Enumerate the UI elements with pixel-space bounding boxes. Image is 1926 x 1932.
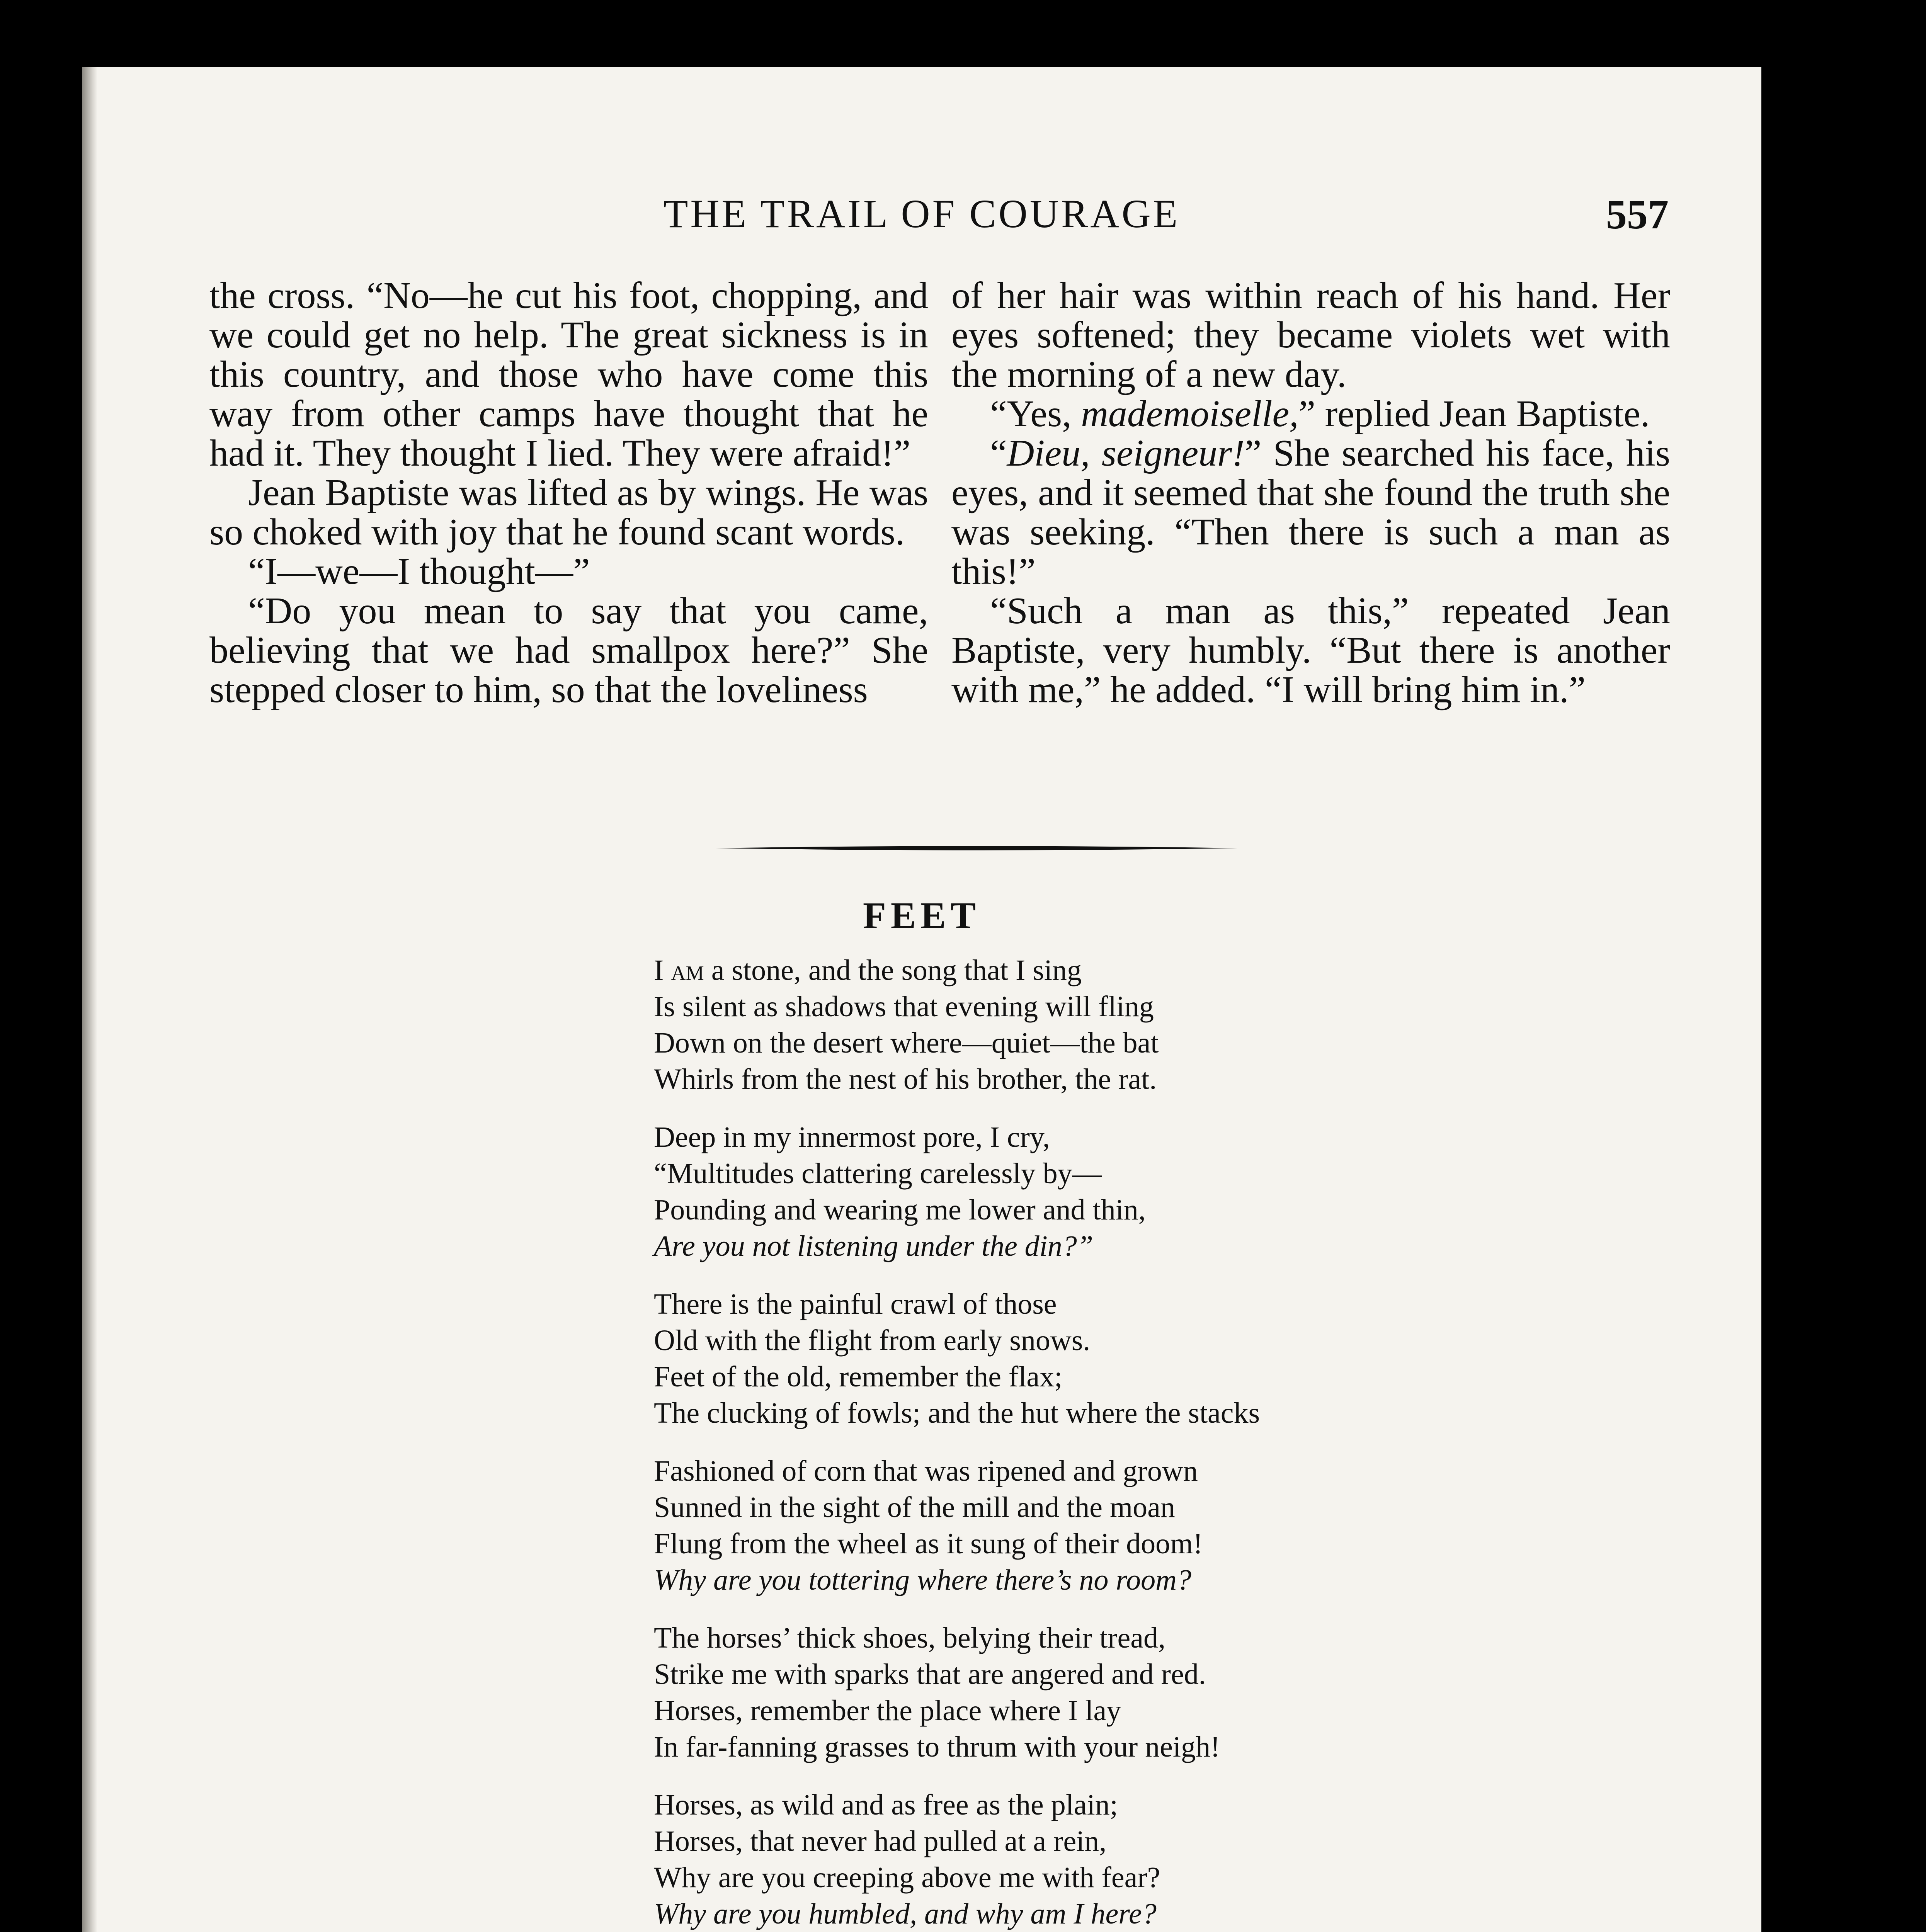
poem-line bbox=[654, 1228, 1659, 1264]
text-segment: Feet of the old, remember the flax; bbox=[654, 1361, 1063, 1393]
text-segment: “I—we—I thought—” bbox=[248, 551, 590, 592]
poem-line bbox=[654, 1859, 1659, 1896]
text-segment: mademoiselle, bbox=[1081, 393, 1299, 435]
poem-line bbox=[654, 1823, 1659, 1859]
text-segment: Whirls from the nest of his brother, the rat. bbox=[654, 1063, 1157, 1095]
poem-stanza bbox=[654, 952, 1659, 1097]
page-gutter-shadow bbox=[82, 67, 97, 1932]
text-segment: I bbox=[654, 954, 671, 986]
text-segment: “Multitudes clattering carelessly by— bbox=[654, 1157, 1102, 1190]
story-paragraph bbox=[951, 394, 1670, 434]
book-page bbox=[82, 67, 1761, 1932]
text-segment: ” replied Jean Baptiste. bbox=[1298, 393, 1650, 435]
story-paragraph bbox=[209, 473, 928, 552]
text-segment: Dieu, seigneur! bbox=[1007, 432, 1245, 474]
text-segment: a stone, and the song that I sing bbox=[704, 954, 1082, 986]
poem-title: FEET bbox=[863, 895, 980, 937]
page-number: 557 bbox=[1606, 192, 1669, 238]
poem-line bbox=[654, 1562, 1659, 1598]
poem-line bbox=[654, 1025, 1659, 1061]
story-paragraph bbox=[951, 591, 1670, 709]
poem-stanza bbox=[654, 1119, 1659, 1264]
section-divider-rule bbox=[716, 845, 1237, 852]
text-segment: the cross. “No—he cut his foot, chopping, and we could get no help. The great sickness is in this country, and those who have come this way from other camps have thought that he had it. They thought I lied. They were afraid!” bbox=[209, 275, 928, 474]
text-segment: am bbox=[671, 954, 704, 986]
text-segment: Horses, that never had pulled at a rein, bbox=[654, 1825, 1107, 1857]
text-segment: “Do you mean to say that you came, believing that we had smallpox here?” She stepped closer to him, so that the loveliness bbox=[209, 590, 928, 711]
poem-line bbox=[654, 1395, 1659, 1431]
text-segment: Flung from the wheel as it sung of their doom! bbox=[654, 1527, 1203, 1560]
story-paragraph bbox=[951, 276, 1670, 394]
running-title: THE TRAIL OF COURAGE bbox=[663, 192, 1180, 236]
poem-line bbox=[654, 1620, 1659, 1656]
text-segment: Why are you creeping above me with fear? bbox=[654, 1861, 1160, 1894]
running-head bbox=[82, 191, 1761, 253]
poem-line bbox=[654, 1896, 1659, 1932]
text-segment: Are you not listening under the din?” bbox=[654, 1230, 1094, 1262]
poem-line bbox=[654, 1359, 1659, 1395]
poem-line bbox=[654, 1526, 1659, 1562]
story-paragraph bbox=[209, 276, 928, 473]
poem-stanza bbox=[654, 1787, 1659, 1932]
poem-body bbox=[654, 952, 1659, 1932]
text-segment: Why are you humbled, and why am I here? bbox=[654, 1898, 1157, 1930]
story-right-column bbox=[951, 276, 1670, 709]
poem-line bbox=[654, 1119, 1659, 1155]
poem-line bbox=[654, 1061, 1659, 1097]
text-segment: Horses, remember the place where I lay bbox=[654, 1694, 1121, 1727]
poem-line bbox=[654, 952, 1659, 988]
poem-line bbox=[654, 1286, 1659, 1322]
poem-line bbox=[654, 1192, 1659, 1228]
poem-line bbox=[654, 1729, 1659, 1765]
story-paragraph bbox=[951, 434, 1670, 591]
text-segment: Pounding and wearing me lower and thin, bbox=[654, 1194, 1146, 1226]
text-segment: Is silent as shadows that evening will fling bbox=[654, 990, 1154, 1023]
story-paragraph bbox=[209, 591, 928, 709]
text-segment: Fashioned of corn that was ripened and grown bbox=[654, 1455, 1198, 1487]
text-segment: Jean Baptiste was lifted as by wings. He was so choked with joy that he found scant words. bbox=[209, 472, 928, 553]
text-segment: Sunned in the sight of the mill and the moan bbox=[654, 1491, 1175, 1524]
text-segment: Strike me with sparks that are angered and red. bbox=[654, 1658, 1206, 1690]
poem-line bbox=[654, 1155, 1659, 1192]
text-segment: of her hair was within reach of his hand. Her eyes softened; they became violets wet with the morning of a new day. bbox=[951, 275, 1670, 395]
text-segment: In far-fanning grasses to thrum with your neigh! bbox=[654, 1731, 1220, 1763]
text-segment: ” She searched his face, his eyes, and it seemed that she found the truth she was seeking. “Then there is such a man as this!” bbox=[951, 432, 1670, 592]
poem-line bbox=[654, 1692, 1659, 1729]
poem-line bbox=[654, 988, 1659, 1025]
poem-line bbox=[654, 1453, 1659, 1489]
poem-line bbox=[654, 1489, 1659, 1526]
poem-line bbox=[654, 1656, 1659, 1692]
text-segment: The horses’ thick shoes, belying their tread, bbox=[654, 1622, 1165, 1654]
text-segment: “Yes, bbox=[990, 393, 1081, 435]
story-paragraph bbox=[209, 552, 928, 591]
text-segment: Horses, as wild and as free as the plain; bbox=[654, 1789, 1118, 1821]
text-segment: Why are you tottering where there’s no room? bbox=[654, 1564, 1192, 1596]
poem-stanza bbox=[654, 1620, 1659, 1765]
text-segment: “Such a man as this,” repeated Jean Baptiste, very humbly. “But there is another with me,” he added. “I will bring him in.” bbox=[951, 590, 1670, 711]
poem-stanza bbox=[654, 1453, 1659, 1598]
text-segment: The clucking of fowls; and the hut where the stacks bbox=[654, 1397, 1260, 1429]
text-segment: Down on the desert where—quiet—the bat bbox=[654, 1027, 1159, 1059]
text-segment: Old with the flight from early snows. bbox=[654, 1324, 1091, 1357]
text-segment: Deep in my innermost pore, I cry, bbox=[654, 1121, 1050, 1153]
poem-line bbox=[654, 1322, 1659, 1359]
poem-stanza bbox=[654, 1286, 1659, 1431]
poem-line bbox=[654, 1787, 1659, 1823]
text-segment: There is the painful crawl of those bbox=[654, 1288, 1057, 1320]
story-left-column bbox=[209, 276, 928, 709]
text-segment: “ bbox=[990, 432, 1007, 474]
